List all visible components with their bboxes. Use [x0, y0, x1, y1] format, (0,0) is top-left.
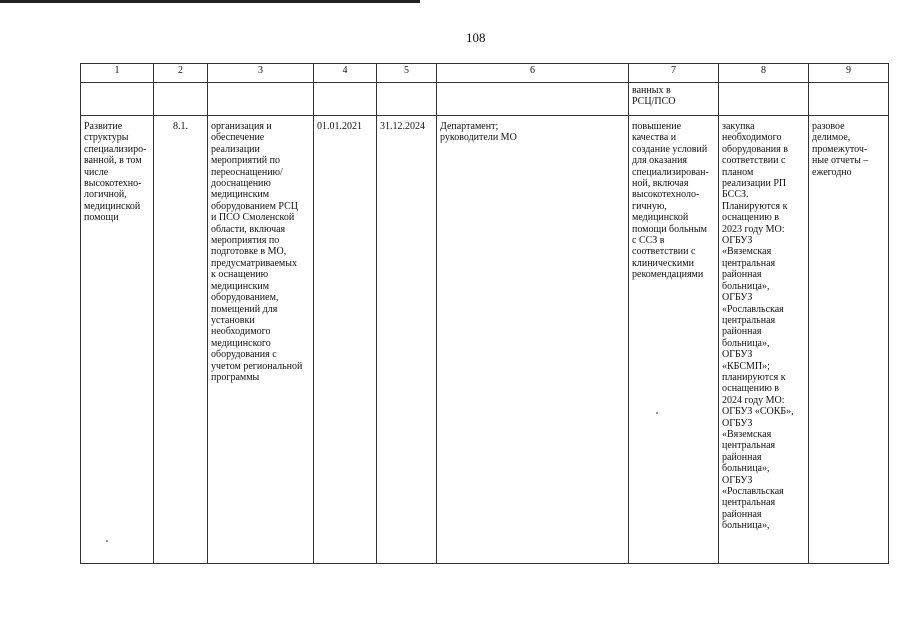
table-cell	[208, 83, 314, 116]
table-cell	[437, 83, 629, 116]
continued-result-cell: ванных в РСЦ/ПСО	[629, 83, 719, 116]
table-cell	[154, 83, 208, 116]
top-border-line	[0, 0, 420, 3]
direction-cell: Развитие структуры специализиро- ванной, в том числе высокотехно- логичной, медицинской помощи	[81, 116, 154, 564]
column-number: 1	[81, 64, 154, 83]
plan-table	[80, 63, 889, 564]
responsible-cell: Департамент; руководители МО	[437, 116, 629, 564]
continuation-row	[81, 83, 889, 116]
table-cell	[719, 83, 809, 116]
table-cell	[81, 83, 154, 116]
column-number: 4	[314, 64, 377, 83]
scan-speck	[656, 412, 658, 414]
activity-cell: организация и обеспечение реализации мероприятий по переоснащению/ дооснащению медицинским оборудованием РСЦ и ПСО Смоленской области, включая мероприятия по подготовке в МО, предусматриваемых к оснащению медицинским оборудованием, помещений для установки необходимого медицинского оборудования с учетом региональной программы	[208, 116, 314, 564]
page-number: 108	[466, 30, 486, 45]
column-number: 2	[154, 64, 208, 83]
column-number: 7	[629, 64, 719, 83]
table-row	[81, 116, 889, 564]
table-cell	[809, 83, 889, 116]
start-date-cell: 01.01.2021	[314, 116, 377, 564]
table-cell	[377, 83, 437, 116]
item-number-cell: 8.1.	[154, 116, 208, 564]
column-number: 5	[377, 64, 437, 83]
table-cell	[314, 83, 377, 116]
column-number: 9	[809, 64, 889, 83]
column-number: 3	[208, 64, 314, 83]
reporting-cell: разовое делимое, промежуточ- ные отчеты – ежегодно	[809, 116, 889, 564]
column-number: 8	[719, 64, 809, 83]
column-number-row	[81, 64, 889, 83]
end-date-cell: 31.12.2024	[377, 116, 437, 564]
expected-result-cell: повышение качества и создание условий для оказания специализирован- ной, включая высокотехноло- гичную, медицинской помощи больным с ССЗ в соответствии с клиническими рекомендациями	[629, 116, 719, 564]
scan-speck	[106, 540, 108, 542]
column-number: 6	[437, 64, 629, 83]
indicator-cell: закупка необходимого оборудования в соответствии с планом реализации РП БССЗ. Планируются к оснащению в 2023 году МО: ОГБУЗ «Вяземская центральная районная больница», ОГБУЗ «Рославльская центральная районная больница», ОГБУЗ «КБСМП»; планируются к оснащению в 2024 году МО: ОГБУЗ «СОКБ», ОГБУЗ «Вяземская центральная районная больница», ОГБУЗ «Рославльская центральная районная больница»,	[719, 116, 809, 564]
